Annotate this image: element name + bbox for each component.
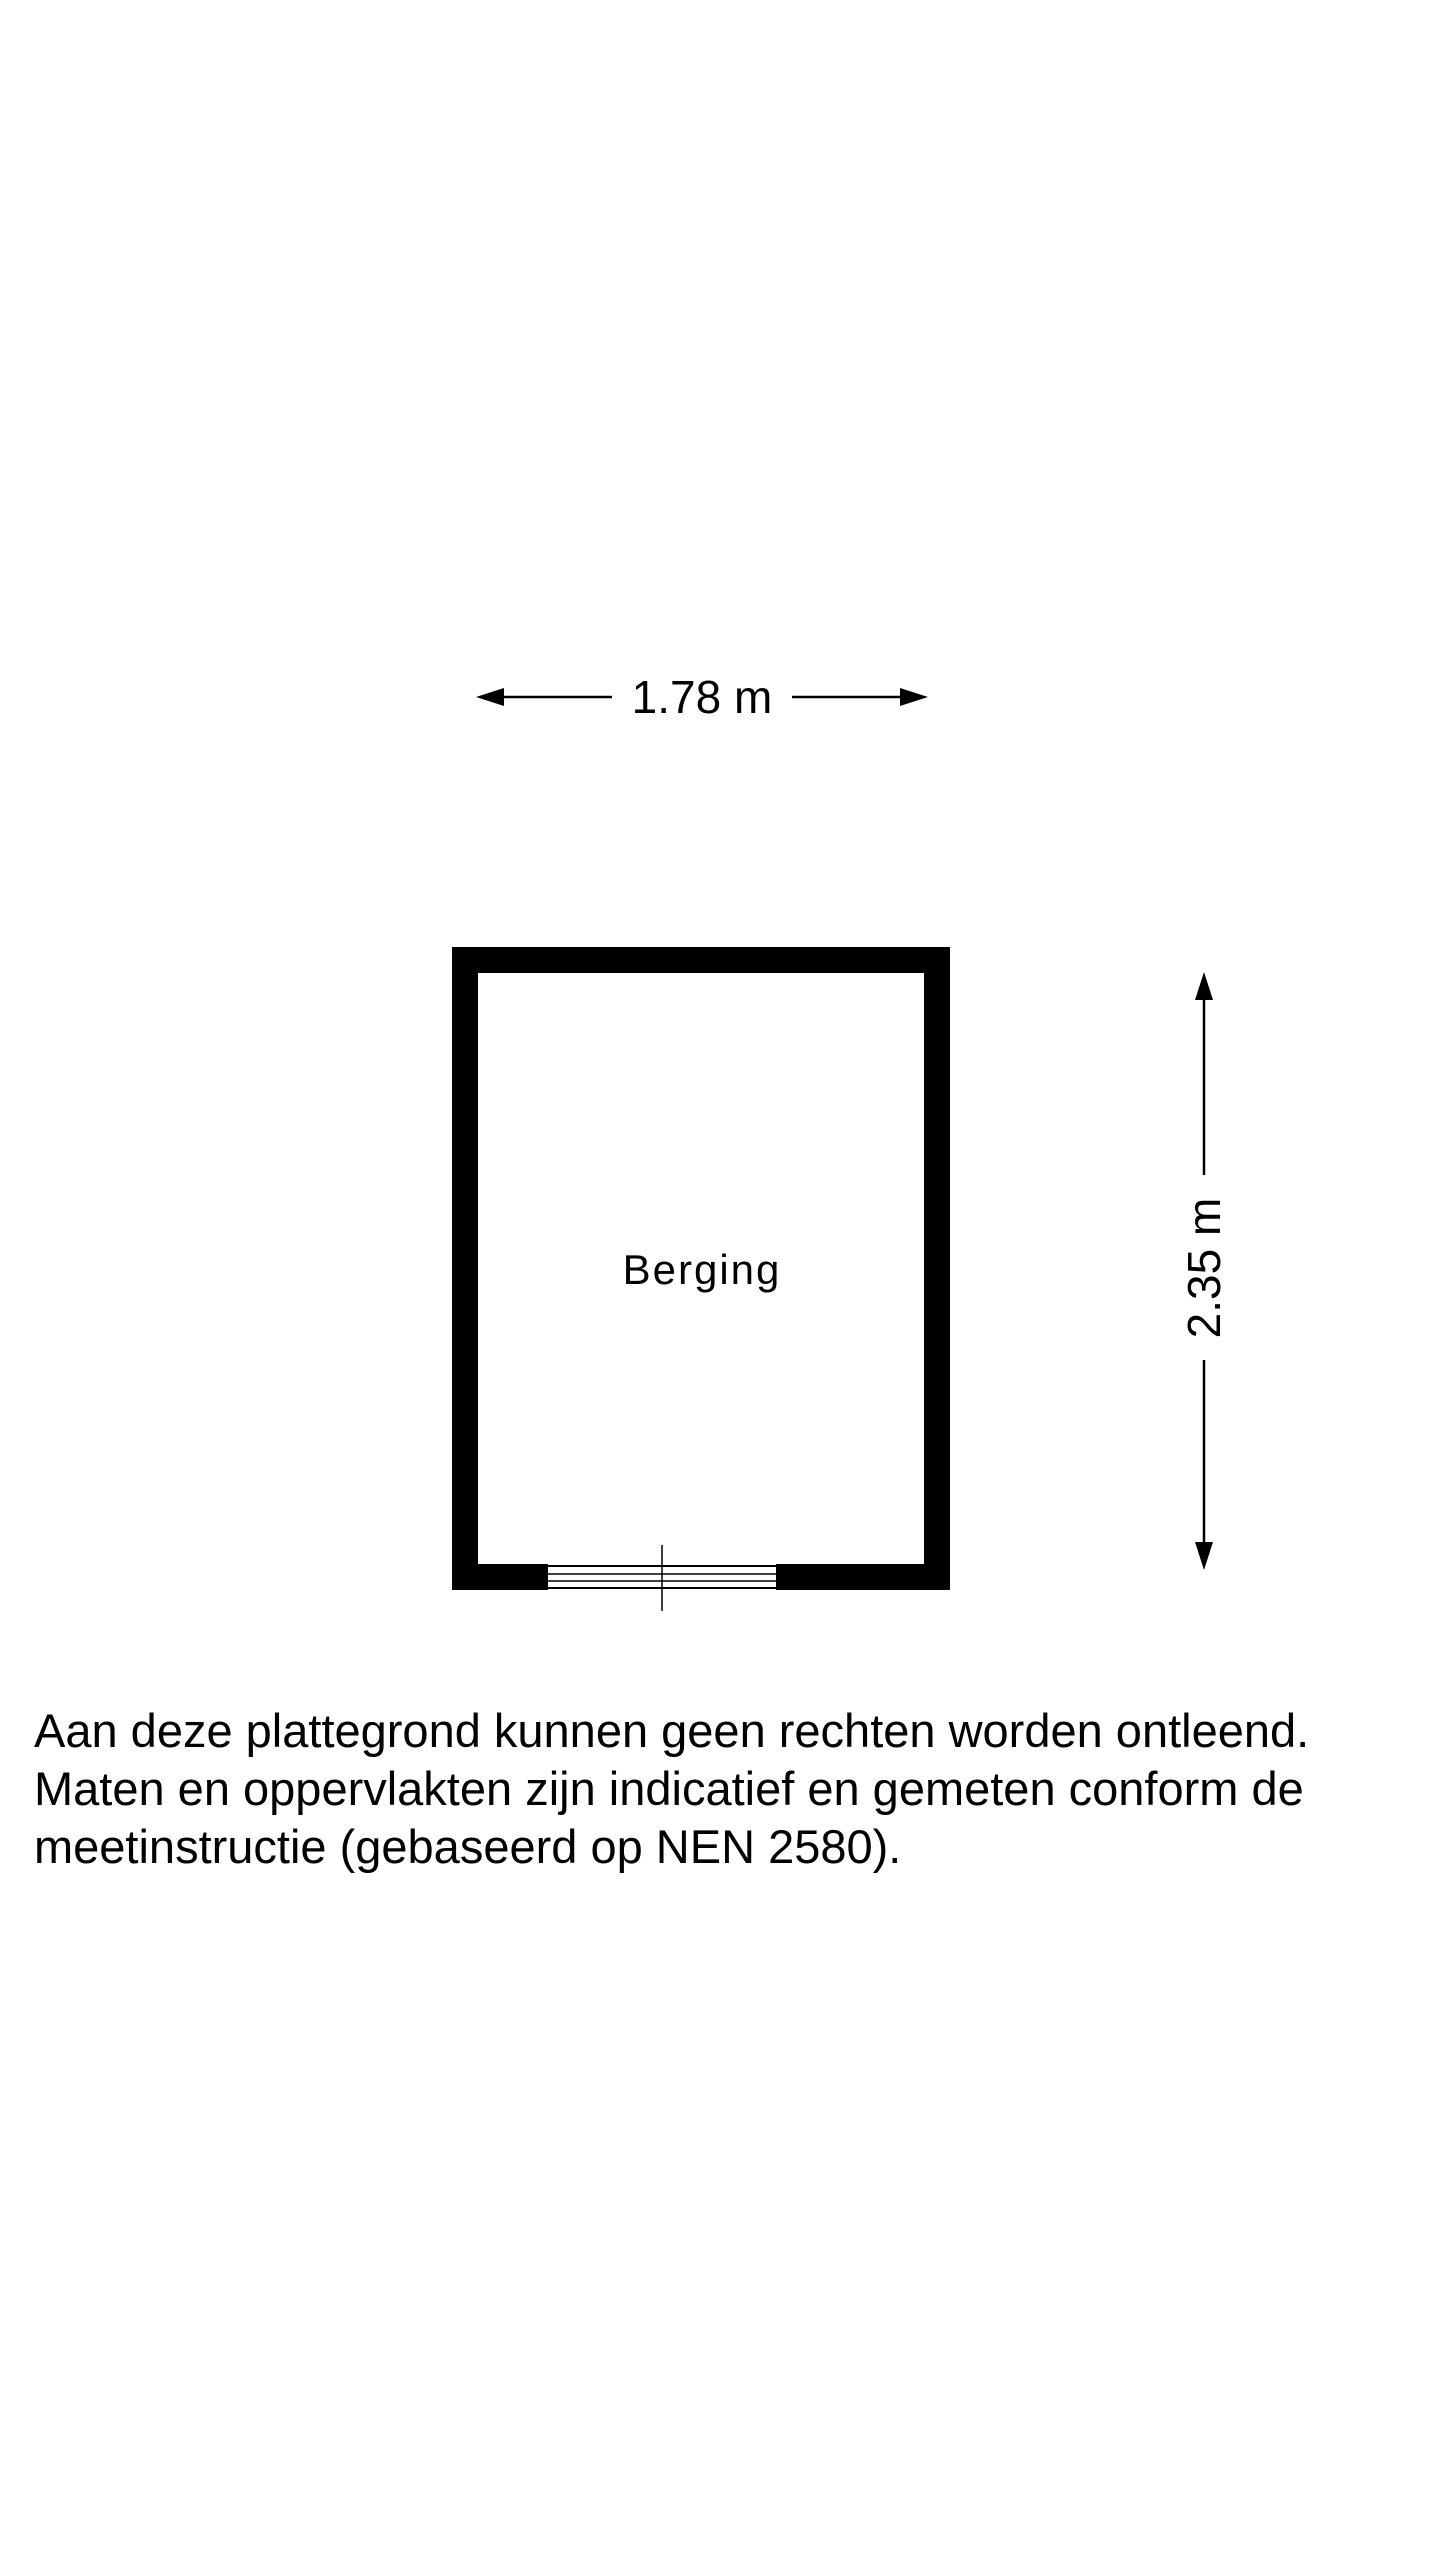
wall-right bbox=[924, 947, 950, 1590]
height-dimension bbox=[1178, 972, 1230, 1570]
wall-top bbox=[452, 947, 950, 973]
disclaimer-line: Maten en oppervlakten zijn indicatief en gemeten conform de bbox=[34, 1762, 1304, 1815]
room-label: Berging bbox=[622, 1246, 782, 1293]
height-arrow-down-icon bbox=[1195, 1542, 1213, 1570]
height-arrow-up-icon bbox=[1195, 972, 1213, 1000]
width-arrow-right-icon bbox=[900, 688, 928, 706]
width-arrow-left-icon bbox=[476, 688, 504, 706]
disclaimer-text bbox=[34, 1702, 1424, 1876]
height-label: 2.35 m bbox=[1178, 1197, 1230, 1339]
disclaimer-line: Aan deze plattegrond kunnen geen rechten worden ontleend. bbox=[34, 1704, 1310, 1757]
wall-left bbox=[452, 947, 478, 1590]
disclaimer-line: meetinstructie (gebaseerd op NEN 2580). bbox=[34, 1820, 902, 1873]
door-opening bbox=[548, 1545, 776, 1611]
width-label: 1.78 m bbox=[631, 671, 773, 723]
width-dimension bbox=[476, 671, 928, 723]
wall-bottom-left bbox=[452, 1564, 548, 1590]
wall-bottom-right bbox=[776, 1564, 950, 1590]
